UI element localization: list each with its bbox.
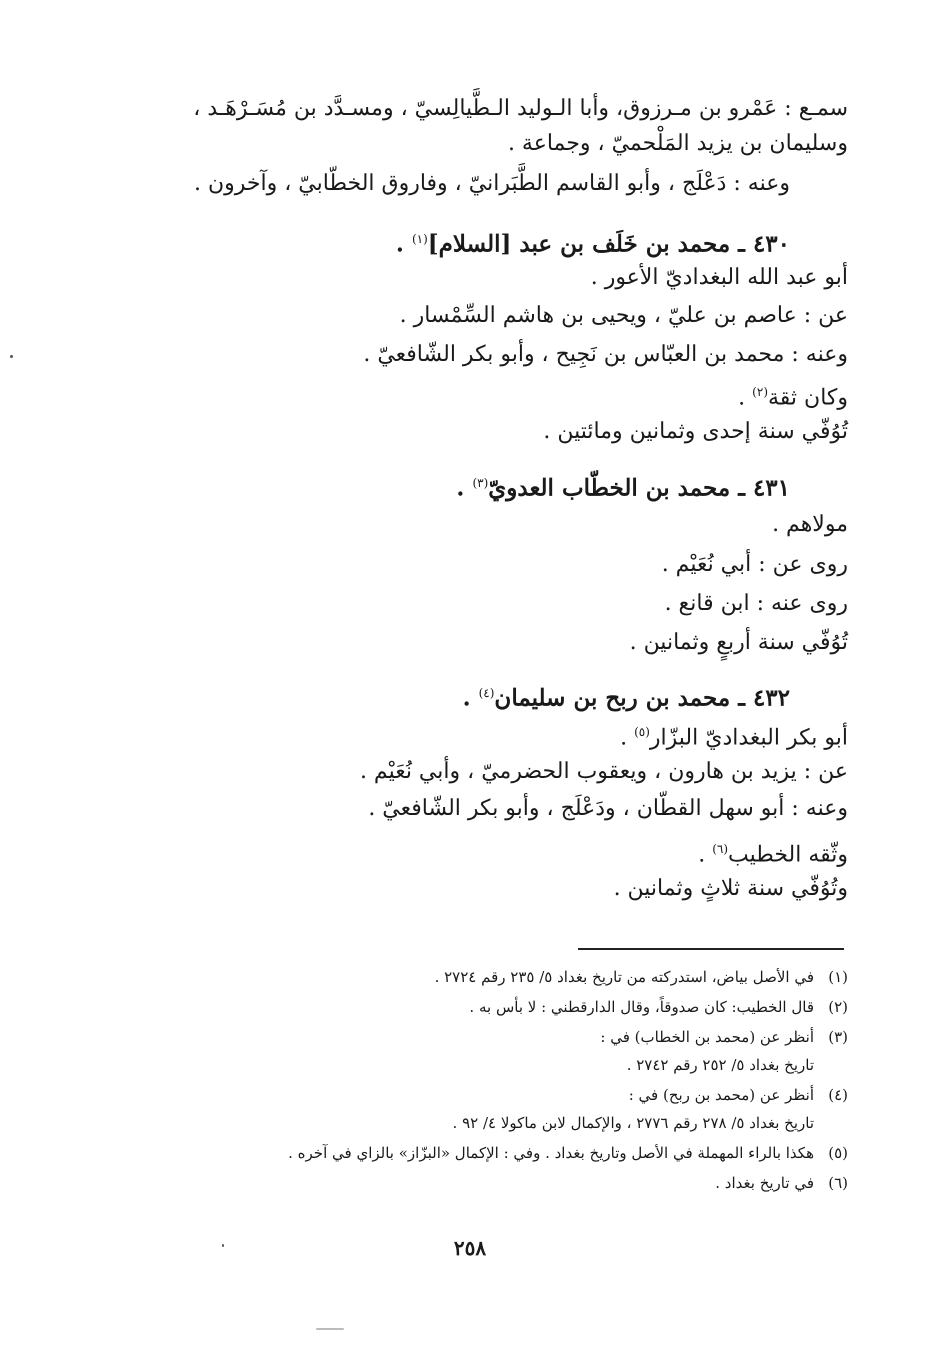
scan-speck	[10, 355, 13, 358]
footnote-ref-3: (٣)	[472, 476, 489, 490]
footnote-ref-1: (١)	[411, 232, 428, 246]
footnote-rule	[578, 948, 844, 950]
entry-432-line-4: وثّقه الخطيب$^{(٦)}$ .	[698, 842, 848, 868]
footnote-1-text: في الأصل بياض، استدركته من تاريخ بغداد ٥/ ٢٣٥ رقم ٢٧٢٤ .	[434, 968, 814, 986]
entry-432-line-1: أبو بكر البغداديّ البزّار$^{(٥)}$ .	[620, 725, 848, 751]
scan-speck	[222, 1244, 224, 1247]
footnote-ref-6: (٦)	[712, 842, 729, 856]
entry-431-title: ٤٣١ ـ محمد بن الخطّاب العدويّ$^{(٣)}$ .	[456, 474, 790, 502]
body-line-2: وسليمان بن يزيد المَلْحميّ ، وجماعة .	[507, 131, 848, 156]
entry-431-line-1: مولاهم .	[772, 512, 848, 537]
footnote-4-number: (٤)	[828, 1086, 848, 1104]
entry-432-line-5: وتُوُفّي سنة ثلاثٍ وثمانين .	[613, 876, 848, 901]
entry-431-title-text: ٤٣١ ـ محمد بن الخطّاب العدويّ	[488, 474, 790, 502]
footnote-6-text: في تاريخ بغداد .	[715, 1174, 814, 1192]
footnote-6-number: (٦)	[828, 1174, 848, 1192]
footnote-4-continuation-text: تاريخ بغداد ٥/ ٢٧٨ رقم ٢٧٧٦ ، والإكمال لابن ماكولا ٤/ ٩٢ .	[452, 1114, 814, 1132]
footnote-1	[435, 966, 848, 988]
footnote-3-continuation-text: تاريخ بغداد ٥/ ٢٥٢ رقم ٢٧٤٢ .	[626, 1056, 814, 1074]
footnote-5-text: هكذا بالراء المهملة في الأصل وتاريخ بغداد . وفي : الإكمال «البزّاز» بالزاي في آخره .	[288, 1144, 814, 1162]
footnote-2	[469, 996, 848, 1018]
entry-431-line-2: روى عن : أبي نُعَيْم .	[661, 552, 848, 577]
footnote-ref-5: (٥)	[634, 725, 650, 739]
scan-speck	[316, 1328, 344, 1330]
entry-432-line-3: وعنه : أبو سهل القطّان ، ودَعْلَج ، وأبو بكر الشّافعيّ .	[368, 796, 848, 821]
footnote-2-text: قال الخطيب: كان صدوقاً، وقال الدارقطني : لا بأس به .	[469, 998, 814, 1016]
entry-430-title-text: ٤٣٠ ـ محمد بن خَلَف بن عبد [السلام]	[427, 230, 790, 258]
footnote-3	[600, 1026, 848, 1048]
entry-432-line-4-text: وثّقه الخطيب	[728, 842, 848, 868]
footnote-1-number: (١)	[828, 968, 848, 986]
footnote-6	[715, 1172, 848, 1194]
entry-432-line-2: عن : يزيد بن هارون ، ويعقوب الحضرميّ ، وأبي نُعَيْم .	[359, 759, 848, 784]
footnote-5	[288, 1142, 848, 1164]
entry-430-line-4-text: وكان ثقة	[768, 385, 848, 411]
footnote-ref-4: (٤)	[478, 686, 495, 700]
entry-431-line-4: تُوُفّي سنة أربعٍ وثمانين .	[629, 630, 848, 655]
entry-430-line-2: عن : عاصم بن عليّ ، ويحيى بن هاشم السِّمْسار .	[399, 303, 848, 328]
body-line-1: سمـع : عَمْرو بن مـرزوق، وأبا الـوليد الـطَّيالِسيّ ، ومسـدَّد بن مُسَـرْهَـد ،	[193, 96, 848, 121]
footnote-3-number: (٣)	[828, 1028, 848, 1046]
entry-432-line-1-text: أبو بكر البغداديّ البزّار	[649, 725, 848, 751]
entry-432-title: ٤٣٢ ـ محمد بن ربح بن سليمان$^{(٤)}$ .	[462, 684, 790, 712]
body-line-3: وعنه : دَعْلَج ، وأبو القاسم الطَّبَرانيّ ، وفاروق الخطّابيّ ، وآخرون .	[193, 171, 790, 196]
footnote-4-continuation	[453, 1112, 814, 1134]
entry-430-line-4: وكان ثقة$^{(٢)}$ .	[738, 385, 848, 411]
entry-430-title: ٤٣٠ ـ محمد بن خَلَف بن عبد [السلام]$^{(١)}$ .	[395, 230, 790, 258]
entry-430-line-1: أبو عبد الله البغداديّ الأعور .	[590, 265, 848, 290]
entry-432-title-text: ٤٣٢ ـ محمد بن ربح بن سليمان	[494, 684, 790, 712]
footnote-4-text: أنظر عن (محمد بن ربح) في :	[628, 1086, 814, 1104]
entry-431-line-3: روى عنه : ابن قانع .	[664, 591, 848, 616]
page-number: ٢٥٨	[453, 1236, 487, 1260]
entry-430-line-5: تُوُفّي سنة إحدى وثمانين ومائتين .	[543, 419, 848, 444]
footnote-3-text: أنظر عن (محمد بن الخطاب) في :	[600, 1028, 814, 1046]
entry-430-line-3: وعنه : محمد بن العبّاس بن نَجِيح ، وأبو بكر الشّافعيّ .	[363, 342, 848, 367]
footnote-ref-2: (٢)	[752, 385, 768, 399]
footnote-5-number: (٥)	[828, 1144, 848, 1162]
footnote-3-continuation	[627, 1054, 814, 1076]
footnote-2-number: (٢)	[828, 998, 848, 1016]
footnote-4	[629, 1084, 848, 1106]
